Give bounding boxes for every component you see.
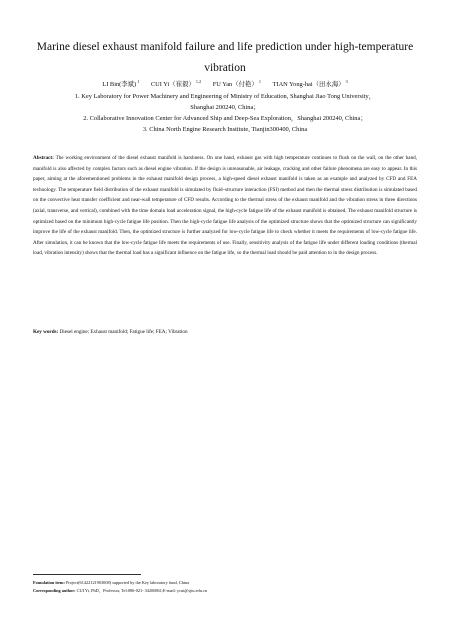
author-name: FU Yan（付艳） bbox=[212, 81, 258, 88]
footnote-divider bbox=[33, 574, 141, 575]
author bbox=[273, 81, 348, 88]
author-name: CUI Yi（崔毅） bbox=[150, 81, 195, 88]
author-affiliation-mark: 1 bbox=[258, 79, 261, 84]
keywords-label: Key words: bbox=[33, 329, 59, 335]
keywords-text: Diesel engine; Exhaust manifold; Fatigue life; FEA; Vibration bbox=[58, 329, 188, 335]
corresponding-text: CUI Yi, PhD，Professor, Tel:086-021- 34206861;E-mail: ycui@sjtu.edu.cn bbox=[75, 588, 207, 593]
affiliation-2: 2. Collaborative Innovation Center for Advanced Ship and Deep-Sea Exploration，Shanghai 200240, China； bbox=[83, 115, 367, 122]
abstract bbox=[33, 153, 417, 259]
author-affiliation-mark: 3 bbox=[345, 79, 348, 84]
author bbox=[102, 81, 139, 88]
keywords bbox=[33, 327, 417, 337]
paper-title bbox=[30, 37, 420, 79]
author bbox=[151, 81, 201, 88]
corresponding-author-footnote bbox=[33, 587, 417, 594]
abstract-label: Abstract: bbox=[33, 155, 54, 161]
author-name: LI Bin(李斌) bbox=[102, 81, 137, 88]
title-line-1: Marine diesel exhaust manifold failure and life prediction under high-temperature bbox=[36, 41, 414, 53]
affiliation-1-continued: Shanghai 200240, China； bbox=[190, 104, 260, 111]
author-name: TIAN Yong-hai（田永海） bbox=[272, 81, 345, 88]
foundation-footnote bbox=[33, 579, 417, 586]
foundation-text: Project(61422121903008) supported by the Key laboratory fund, China bbox=[64, 580, 190, 585]
affiliation-3: 3. China North Engine Research Institute, Tianjin300400, China bbox=[142, 126, 308, 133]
author-list bbox=[20, 79, 430, 88]
affiliation-1: 1. Key Laboratory for Power Machinery and Engineering of Ministry of Education, Shanghai Jiao Tong University， bbox=[74, 93, 376, 100]
title-line-2: vibration bbox=[204, 62, 246, 74]
author-affiliation-mark: 1 bbox=[137, 79, 140, 84]
author bbox=[213, 81, 261, 88]
abstract-text: The working environment of the diesel exhaust manifold is harshness. On one hand, exhaust gas with high temperature continues to flush on the wall, on the other hand, manifold is also affected by complex factors such as diesel engine vibration. If the design is unreasonable, air leakage, cracking and other failure phenomena are easy to appear. In this paper, aiming at the aforementioned problems in the exhaust manifold design process, a high-speed diesel exhaust manifold is taken as an example and analyzed by CFD and FEA technology. The temperature field distribution of the exhaust manifold is simulated by fluid–structure interaction (FSI) method and then the thermal stress distribution is simulated based on the convective heat transfer coefficient and near-wall temperature of CFD results. According to the thermal stress of the exhaust manifold and the vibration stress in three directions (axial, transverse, and vertical), combined with the time domain load acceleration signal, the high-cycle fatigue life of the exhaust manifold is obtained. The exhaust manifold structure is optimized based on the minimum high-cycle fatigue life position. Then the high-cycle fatigue life analysis of the optimized structure shows that the optimized structure can significantly improve the life of the exhaust manifold. Then, the optimized structure is further analyzed for low-cycle fatigue life to check whether it meets the requirements of low-cycle fatigue life. After simulation, it can be known that the low-cycle fatigue life meets the requirements of use. Finally, sensitivity analysis of the fatigue life under different loading conditions (thermal load, vibration intensity) shows that the thermal load has a significant influence on the fatigue life, so the thermal load should be paid attention to in the design process. bbox=[33, 155, 417, 257]
foundation-label: Foundation item: bbox=[33, 580, 65, 585]
author-affiliation-mark: 1,2 bbox=[195, 79, 202, 84]
corresponding-label: Corresponding author: bbox=[33, 588, 76, 593]
